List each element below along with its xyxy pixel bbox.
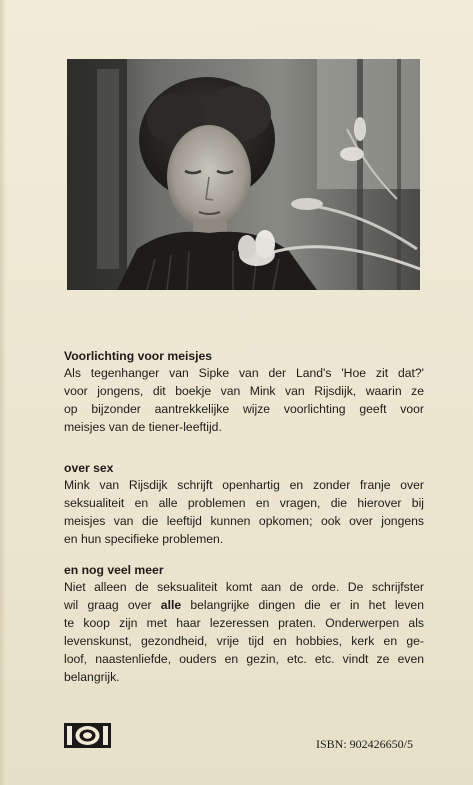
section-heading: en nog veel meer [64, 563, 164, 577]
paragraph-line: meisjes van de tiener-leeftijd. [64, 420, 222, 434]
section-paragraph [64, 578, 424, 686]
paragraph-line: meisjes van die leeftijd kunnen opkomen; ook over jongens [64, 514, 424, 528]
publisher-logo-icon [64, 723, 111, 748]
section-en-nog-veel-meer [64, 562, 424, 686]
paragraph-line: belangrijk. [64, 670, 120, 684]
paragraph-line: voor jongens, dit boekje van Mink van Rijsdijk, waarin ze [64, 384, 424, 398]
paragraph-line: levenskunst, gezondheid, vrije tijd en hobbies, kerk en ge- [64, 634, 424, 648]
section-voorlichting [64, 348, 424, 436]
paragraph-line: op bijzonder aantrekkelijke wijze voorlichting geeft voor [64, 402, 424, 416]
section-paragraph [64, 364, 424, 436]
paragraph-line: en hun specifieke problemen. [64, 532, 224, 546]
text-run: wil graag over [64, 598, 161, 612]
paragraph-line: Als tegenhanger van Sipke van der Land's 'Hoe zit dat?' [64, 366, 424, 380]
paragraph-line: Mink van Rijsdijk schrijft openhartig en zonder franje over [64, 478, 424, 492]
emphasis-word: alle [160, 598, 182, 612]
cover-edge-shadow [0, 0, 6, 785]
author-portrait-photo [67, 59, 420, 290]
section-heading: Voorlichting voor meisjes [64, 349, 213, 363]
section-heading: over sex [64, 461, 114, 475]
text-run: belangrijke dingen die er in het leven [181, 598, 424, 612]
paragraph-line: loof, naastenliefde, ouders en gezin, etc. etc. vindt ze even [64, 652, 424, 666]
paragraph-line: Niet alleen de seksualiteit komt aan de orde. De schrijfster [64, 580, 424, 594]
paragraph-line: seksualiteit en alle problemen en vragen, die hierover bij [64, 496, 424, 510]
isbn-number: ISBN: 902426650/5 [316, 737, 414, 751]
paragraph-line: te koop zijn met haar lezeressen praten. Onderwerpen als [64, 616, 424, 630]
section-paragraph [64, 476, 424, 548]
paragraph-line [64, 596, 424, 614]
section-over-sex [64, 460, 424, 548]
